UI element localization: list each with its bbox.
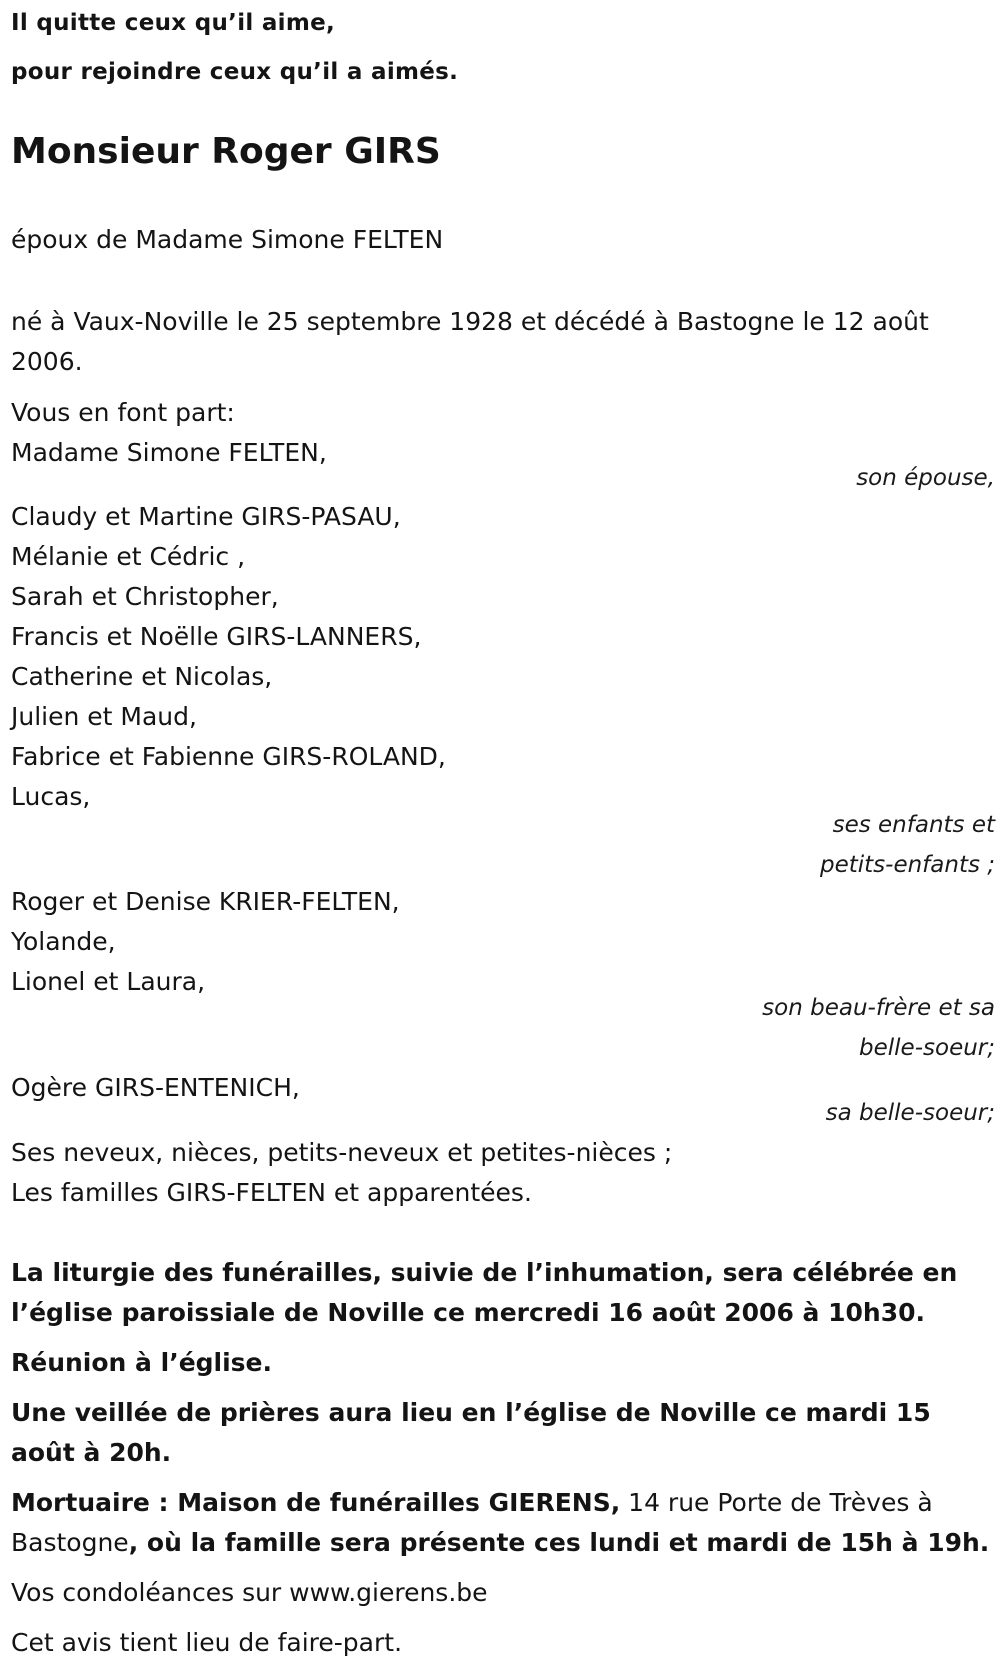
quote-line-1: Il quitte ceux qu’il aime,	[11, 10, 336, 36]
family-member: Julien et Maud,	[11, 702, 197, 731]
family-member: Lionel et Laura,	[11, 967, 206, 996]
relation-children-2: petits-enfants ;	[819, 852, 995, 878]
extended-family	[11, 1133, 995, 1213]
extended-family-line: Ses neveux, nièces, petits-neveux et petites-nièces ;	[11, 1138, 673, 1167]
funeral-meeting: Réunion à l’église.	[11, 1348, 273, 1377]
family-member: Madame Simone FELTEN,	[11, 438, 327, 467]
family-member: Roger et Denise KRIER-FELTEN,	[11, 887, 400, 916]
relation-in-laws-2: belle-soeur;	[859, 1035, 995, 1061]
condolences-line: Vos condoléances sur www.gierens.be	[11, 1578, 488, 1607]
family-member: Ogère GIRS-ENTENICH,	[11, 1073, 300, 1102]
family-member: Francis et Noëlle GIRS-LANNERS,	[11, 622, 422, 651]
relation-in-laws-1: son beau-frère et sa	[762, 995, 995, 1021]
family-member: Claudy et Martine GIRS-PASAU,	[11, 502, 401, 531]
relation-children-1: ses enfants et	[832, 812, 995, 838]
mortuary-presence: , où la famille sera présente ces lundi et mardi de 15h à 19h.	[128, 1528, 990, 1557]
family-member: Sarah et Christopher,	[11, 582, 279, 611]
family-member: Mélanie et Cédric ,	[11, 542, 246, 571]
mortuary-info	[11, 1483, 995, 1563]
in-laws-group	[11, 882, 995, 1002]
announce-intro: Vous en font part:	[11, 398, 235, 427]
funeral-liturgy: La liturgie des funérailles, suivie de l’inhumation, sera célébrée en l’église paroissiale de Noville ce mercredi 16 août 2006 à 10h30.	[11, 1258, 958, 1327]
deceased-name: Monsieur Roger GIRS	[11, 131, 441, 172]
family-member: Yolande,	[11, 927, 116, 956]
mortuary-address: 14 rue Porte de Trèves à Bastogne	[11, 1488, 933, 1557]
relation-spouse: son épouse,	[856, 465, 995, 491]
relation-sister-in-law: sa belle-soeur;	[825, 1100, 995, 1126]
mortuary-label: Mortuaire : Maison de funérailles GIERENS,	[11, 1488, 621, 1517]
children-group	[11, 497, 995, 817]
funeral-vigil: Une veillée de prières aura lieu en l’église de Noville ce mardi 15 août à 20h.	[11, 1398, 931, 1467]
spouse-line: époux de Madame Simone FELTEN	[11, 225, 444, 254]
birth-death-line: né à Vaux-Noville le 25 septembre 1928 et décédé à Bastogne le 12 août 2006.	[11, 307, 929, 376]
family-member: Fabrice et Fabienne GIRS-ROLAND,	[11, 742, 446, 771]
quote-line-2: pour rejoindre ceux qu’il a aimés.	[11, 59, 459, 85]
notice-line: Cet avis tient lieu de faire-part.	[11, 1628, 403, 1657]
family-member: Lucas,	[11, 782, 91, 811]
family-member: Catherine et Nicolas,	[11, 662, 273, 691]
extended-family-line: Les familles GIRS-FELTEN et apparentées.	[11, 1178, 532, 1207]
